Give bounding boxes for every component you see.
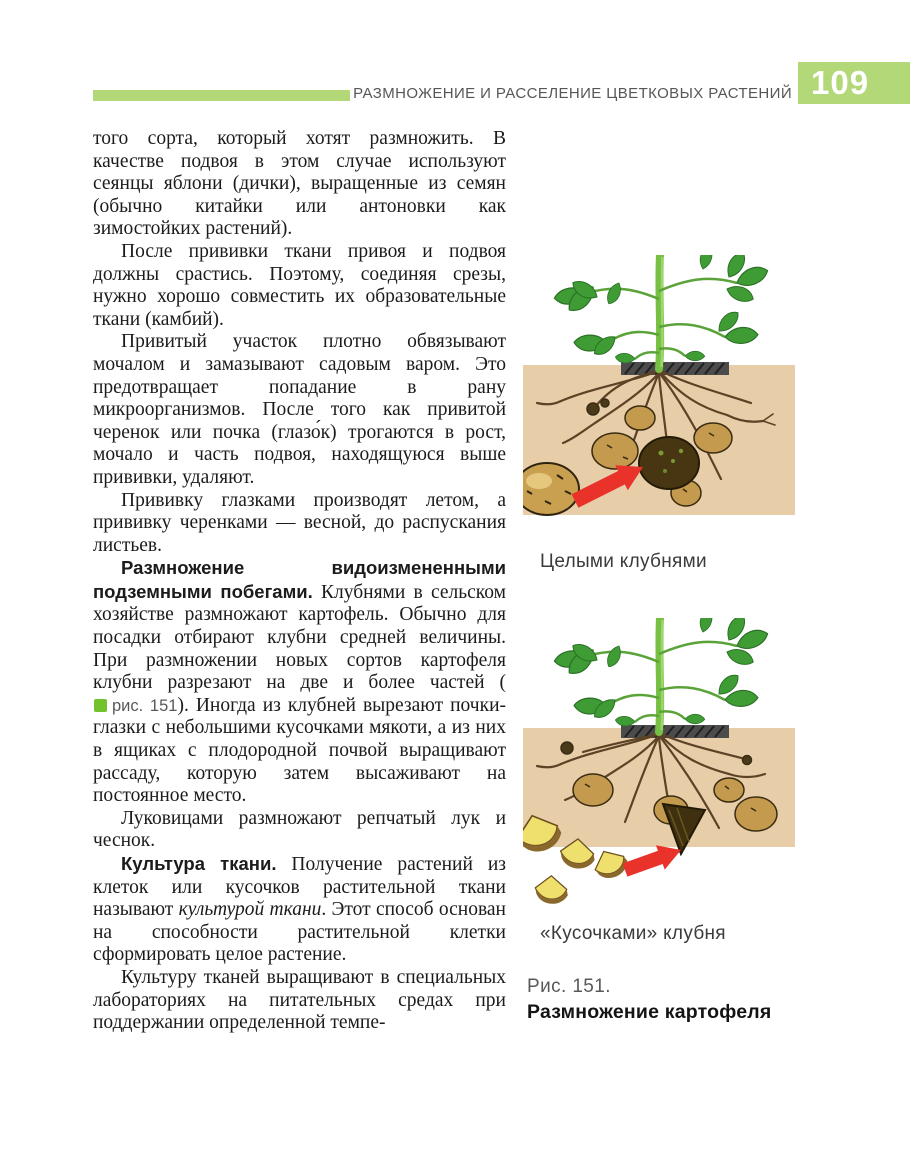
paragraph-text: Получение растений из клеток или кусочков растительной ткани называют	[93, 854, 506, 921]
illustration-tuber-pieces	[523, 618, 795, 911]
figure-title: Размножение картофеля	[527, 1001, 772, 1023]
paragraph-binding: Привитый участок плотно обвязывают мочалом и замазывают садовым варом. Это предотвращает попадание в рану микроорганизмов. После того как привитой черенок или почка (глазо́к) трогаются в рост, мочало и часть подвоя, находящуюся выше прививки, удаляют.	[93, 331, 506, 488]
caption-tuber-pieces: «Кусочками» клубня	[540, 923, 726, 944]
ground-hatch	[621, 362, 729, 375]
subheading-vegetative-propagation: Размножение видоизмененными подземными побегами.	[93, 557, 506, 602]
potato-plant-whole-tuber-drawing	[523, 255, 795, 545]
old-seed-tuber	[639, 437, 699, 489]
illustration-whole-tubers	[523, 255, 795, 550]
paragraph-tissue-culture	[93, 853, 506, 967]
figure-label: Рис. 151.	[527, 976, 611, 997]
paragraph-underground-shoots	[93, 557, 506, 808]
potato-plant-tuber-pieces-drawing	[523, 618, 795, 906]
paragraph-text: Клубнями в сельском хозяйстве размножают картофель. Обычно для посадки отбирают клубни средней величины. При размножении новых сортов картофеля клубни разрезают на две и более частей (	[93, 581, 506, 694]
figure-ref-text: рис. 151	[112, 696, 178, 715]
header-accent-bar	[93, 90, 350, 101]
ground-hatch	[621, 725, 729, 738]
figure-reference	[93, 697, 177, 715]
paragraph-laboratories: Культуру тканей выращивают в специальных лабораториях на питательных средах при поддержании определенной темпе-	[93, 966, 506, 1034]
figure-ref-square-icon	[94, 699, 107, 712]
caption-whole-tubers: Целыми клубнями	[540, 551, 707, 572]
plant-stem-and-leaves	[554, 618, 769, 732]
paragraph-text: ). Иногда из клубней вырезают почки-глазки с небольшими кусочками мякоти, а из них в ящиках с плодородной почвой выращивают рассаду, которую затем высаживают на постоянное место.	[93, 694, 506, 807]
paragraph-text: . Этот способ основан на способности растительной клетки сформировать целое растение.	[93, 899, 506, 966]
paragraph-grafting-stock: того сорта, который хотят размножить. В качестве подвоя в этом случае используют сеянцы яблони (дички), выращенные из семян (обычно китайки или антоновки как зимостойких растений).	[93, 128, 506, 240]
running-title: РАЗМНОЖЕНИЕ И РАССЕЛЕНИЕ ЦВЕТКОВЫХ РАСТЕНИЙ	[353, 85, 792, 102]
subheading-tissue-culture: Культура ткани.	[121, 853, 277, 874]
whole-seed-potato	[523, 463, 579, 515]
term-tissue-culture: культурой ткани	[178, 899, 322, 921]
paragraph-cambium: После прививки ткани привоя и подвоя должны срастись. Поэтому, соединяя срезы, нужно хорошо совместить их образовательные ткани (камбий).	[93, 240, 506, 330]
page-number-badge	[798, 62, 910, 104]
red-arrow-icon	[623, 845, 681, 876]
plant-stem-and-leaves	[554, 255, 769, 369]
body-text-column	[93, 128, 506, 1035]
paragraph-graft-season: Прививку глазками производят летом, а прививку черенками — весной, до распускания листьев.	[93, 489, 506, 556]
paragraph-bulbs: Луковицами размножают репчатый лук и чеснок.	[93, 807, 506, 852]
page-number: 109	[811, 64, 870, 101]
